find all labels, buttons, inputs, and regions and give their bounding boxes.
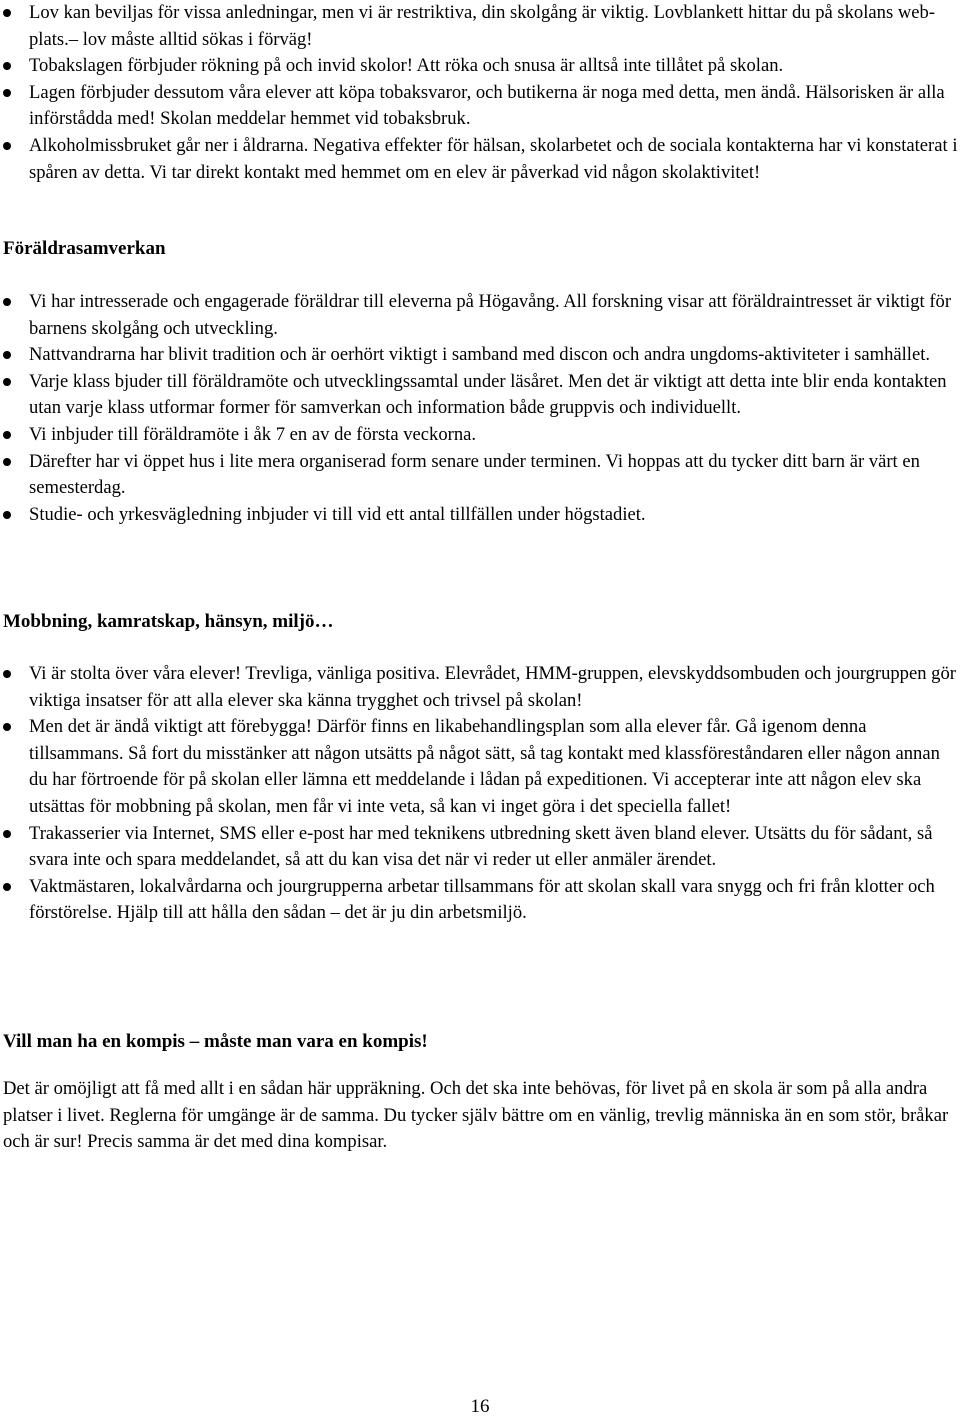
list-item-text: Alkoholmissbruket går ner i åldrarna. Negativa effekter för hälsan, skolarbetet och de sociala kontakterna har vi konstaterat i spåren av detta. Vi tar direkt kontakt med hemmet om en elev är påverkad vid någon skolaktivitet! — [29, 134, 958, 183]
bullet-icon — [3, 723, 11, 731]
section2 — [0, 289, 960, 528]
section-heading-foraldrasamverkan: Föräldrasamverkan — [3, 238, 166, 259]
list-item — [0, 342, 960, 369]
bullet-icon — [3, 830, 11, 838]
list-item — [0, 369, 960, 422]
list-item-text: Studie- och yrkesvägledning inbjuder vi till vid ett antal tillfällen under högstadiet. — [29, 503, 646, 525]
list-item-text: Vi är stolta över våra elever! Trevliga, vänliga positiva. Elevrådet, HMM-gruppen, elevskyddsombuden och jourgruppen gör viktiga insatser för att alla elever ska känna trygghet och trivsel på skolan! — [29, 663, 956, 711]
bullet-icon — [3, 511, 11, 519]
list-item — [0, 502, 960, 529]
page-number: 16 — [470, 1396, 490, 1417]
list-item — [0, 874, 960, 927]
list-item — [0, 821, 960, 874]
list-item — [0, 289, 960, 342]
section1-bullet-list — [0, 0, 960, 186]
list-item-text: Nattvandrarna har blivit tradition och är oerhört viktigt i samband med discon och andra ungdoms-aktiviteter i samhället. — [29, 344, 931, 366]
bullet-icon — [3, 62, 11, 70]
bullet-icon — [3, 458, 11, 466]
bullet-icon — [3, 298, 11, 306]
list-item-text: Men det är ändå viktigt att förebygga! Därför finns en likabehandlingsplan som alla elever får. Gå igenom denna tillsammans. Så fort du misstänker att någon utsätts på något sätt, så tag kontakt med klassföreståndaren eller någon annan du har förtroende för på skolan eller lämna ett meddelande i lådan på expeditionen. Vi accepterar inte att någon elev ska utsättas för mobbning på skolan, men får vi inte veta, så kan vi inget göra i det speciella fallet! — [29, 716, 940, 817]
list-item — [0, 53, 960, 80]
list-item — [0, 133, 960, 186]
section3 — [0, 661, 960, 927]
list-item — [0, 449, 960, 502]
bullet-icon — [3, 431, 11, 439]
closing-paragraph: Det är omöjligt att få med allt i en sådan här uppräkning. Och det ska inte behövas, för livet på en skola är som på alla andra platser i livet. Reglerna för umgänge är de samma. Du tycker själv bättre om en vänlig, trevlig människa än en som stör, bråkar och är sur! Precis samma är det med dina kompisar. — [3, 1078, 949, 1153]
list-item-text: Lagen förbjuder dessutom våra elever att köpa tobaksvaror, och butikerna är noga med detta, men ändå. Hälsorisken är alla införstådda med! Skolan meddelar hemmet vid tobaksbruk. — [29, 81, 945, 130]
bullet-icon — [3, 142, 11, 150]
bullet-icon — [3, 351, 11, 359]
list-item — [0, 714, 960, 820]
section3-bullet-list — [0, 661, 960, 927]
list-item-text: Lov kan beviljas för vissa anledningar, men vi är restriktiva, din skolgång är viktig. Lovblankett hittar du på skolans web-plats.– lov måste alltid sökas i förväg! — [29, 2, 936, 50]
list-item — [0, 80, 960, 133]
list-item — [0, 422, 960, 449]
list-item-text: Därefter har vi öppet hus i lite mera organiserad form senare under terminen. Vi hoppas att du tycker ditt barn är värt en semesterdag. — [29, 450, 920, 499]
list-item-text: Varje klass bjuder till föräldramöte och utvecklingssamtal under läsåret. Men det är viktigt att detta inte blir enda kontakten utan varje klass utformar former för samverkan och information både gruppvis och individuellt. — [29, 370, 947, 419]
bullet-icon — [3, 378, 11, 386]
list-item — [0, 0, 960, 53]
bullet-icon — [3, 670, 11, 678]
bullet-icon — [3, 883, 11, 891]
section-heading-kompis: Vill man ha en kompis – måste man vara en kompis! — [3, 1031, 428, 1052]
section-heading-mobbning: Mobbning, kamratskap, hänsyn, miljö… — [3, 611, 334, 632]
list-item-text: Vi har intresserade och engagerade föräldrar till eleverna på Högavång. All forskning visar att föräldraintresset är viktigt för barnens skolgång och utveckling. — [29, 291, 952, 339]
list-item-text: Trakasserier via Internet, SMS eller e-post har med teknikens utbredning skett även bland elever. Utsätts du för sådant, så svara inte och spara meddelandet, så att du kan visa det när vi reder ut eller anmäler ärendet. — [29, 822, 933, 871]
list-item-text: Tobakslagen förbjuder rökning på och invid skolor! Att röka och snusa är alltså inte tillåtet på skolan. — [29, 55, 784, 77]
section1 — [0, 0, 960, 186]
list-item-text: Vaktmästaren, lokalvårdarna och jourgrupperna arbetar tillsammans för att skolan skall vara snygg och fri från klotter och förstörelse. Hjälp till att hålla den sådan – det är ju din arbetsmiljö. — [29, 875, 935, 924]
list-item-text: Vi inbjuder till föräldramöte i åk 7 en av de första veckorna. — [29, 423, 477, 445]
section2-bullet-list — [0, 289, 960, 528]
bullet-icon — [3, 9, 11, 17]
list-item — [0, 661, 960, 714]
bullet-icon — [3, 89, 11, 97]
